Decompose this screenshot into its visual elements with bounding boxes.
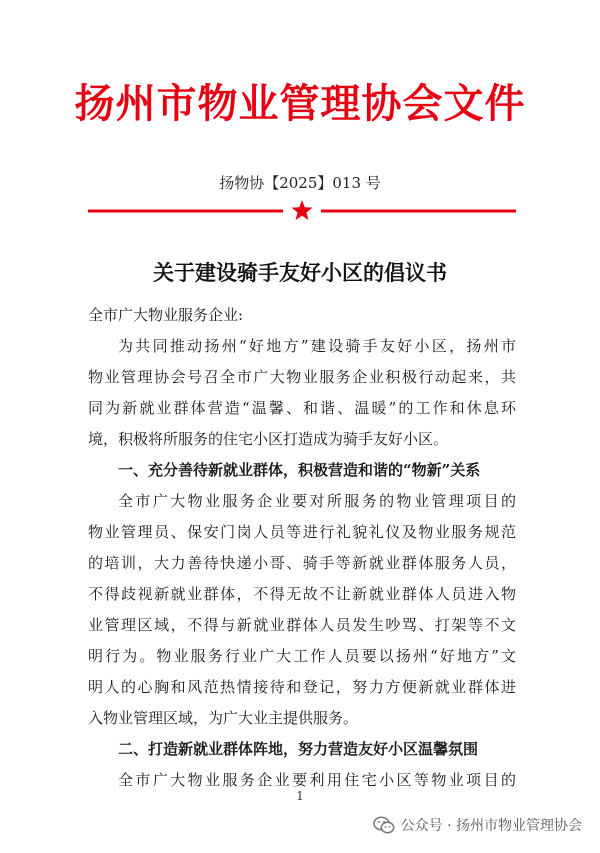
divider-line-left	[88, 210, 283, 213]
section-1-line: 不得歧视新就业群体，不得无故不让新就业群体人员进入物	[88, 585, 516, 603]
section-2-line: 全市广大物业服务企业要利用住宅小区等物业项目的	[118, 771, 516, 789]
watermark-text: 公众号 · 扬州市物业管理协会	[400, 818, 582, 834]
salutation: 全市广大物业服务企业:	[88, 306, 244, 324]
intro-line: 为共同推动扬州“好地方”建设骑手友好小区，扬州市	[118, 337, 516, 355]
intro-line: 同为新就业群体营造“温馨、和谐、温暖”的工作和休息环	[88, 399, 516, 417]
section-1-line: 物业管理员、保安门岗人员等进行礼貌礼仪及物业服务规范	[88, 523, 516, 541]
document-number: 扬物协【2025】013 号	[219, 174, 381, 192]
section-1-line: 业管理区域，不得与新就业群体人员发生吵骂、打架等不文	[88, 616, 516, 634]
document-title: 关于建设骑手友好小区的倡议书	[153, 260, 447, 285]
section-1-line: 全市广大物业服务企业要对所服务的物业管理项目的	[118, 492, 516, 510]
section-1-line: 的培训，大力善待快递小哥、骑手等新就业群体服务人员，	[88, 554, 516, 572]
wechat-watermark	[373, 815, 582, 835]
section-1-heading: 一、充分善待新就业群体，积极营造和谐的“物新”关系	[118, 461, 481, 479]
star-icon	[292, 200, 313, 220]
section-1-line: 明行为。物业服务行业广大工作人员要以扬州“好地方”文	[88, 647, 516, 665]
section-1-line: 明人的心胸和风范热情接待和登记，努力方便新就业群体进	[88, 678, 516, 696]
intro-line: 物业管理协会号召全市广大物业服务企业积极行动起来，共	[88, 368, 516, 386]
org-header-title: 扬州市物业管理协会文件	[74, 80, 526, 127]
page-number: 1	[296, 789, 304, 803]
section-2-heading: 二、打造新就业群体阵地，努力营造友好小区温馨氛围	[118, 740, 479, 758]
section-1-line: 入物业管理区域，为广大业主提供服务。	[88, 709, 359, 727]
red-divider	[88, 199, 516, 223]
document-body	[88, 300, 516, 796]
divider-line-right	[321, 210, 516, 213]
wechat-icon	[373, 816, 395, 834]
intro-line: 境，积极将所服务的住宅小区打造成为骑手友好小区。	[88, 430, 449, 448]
